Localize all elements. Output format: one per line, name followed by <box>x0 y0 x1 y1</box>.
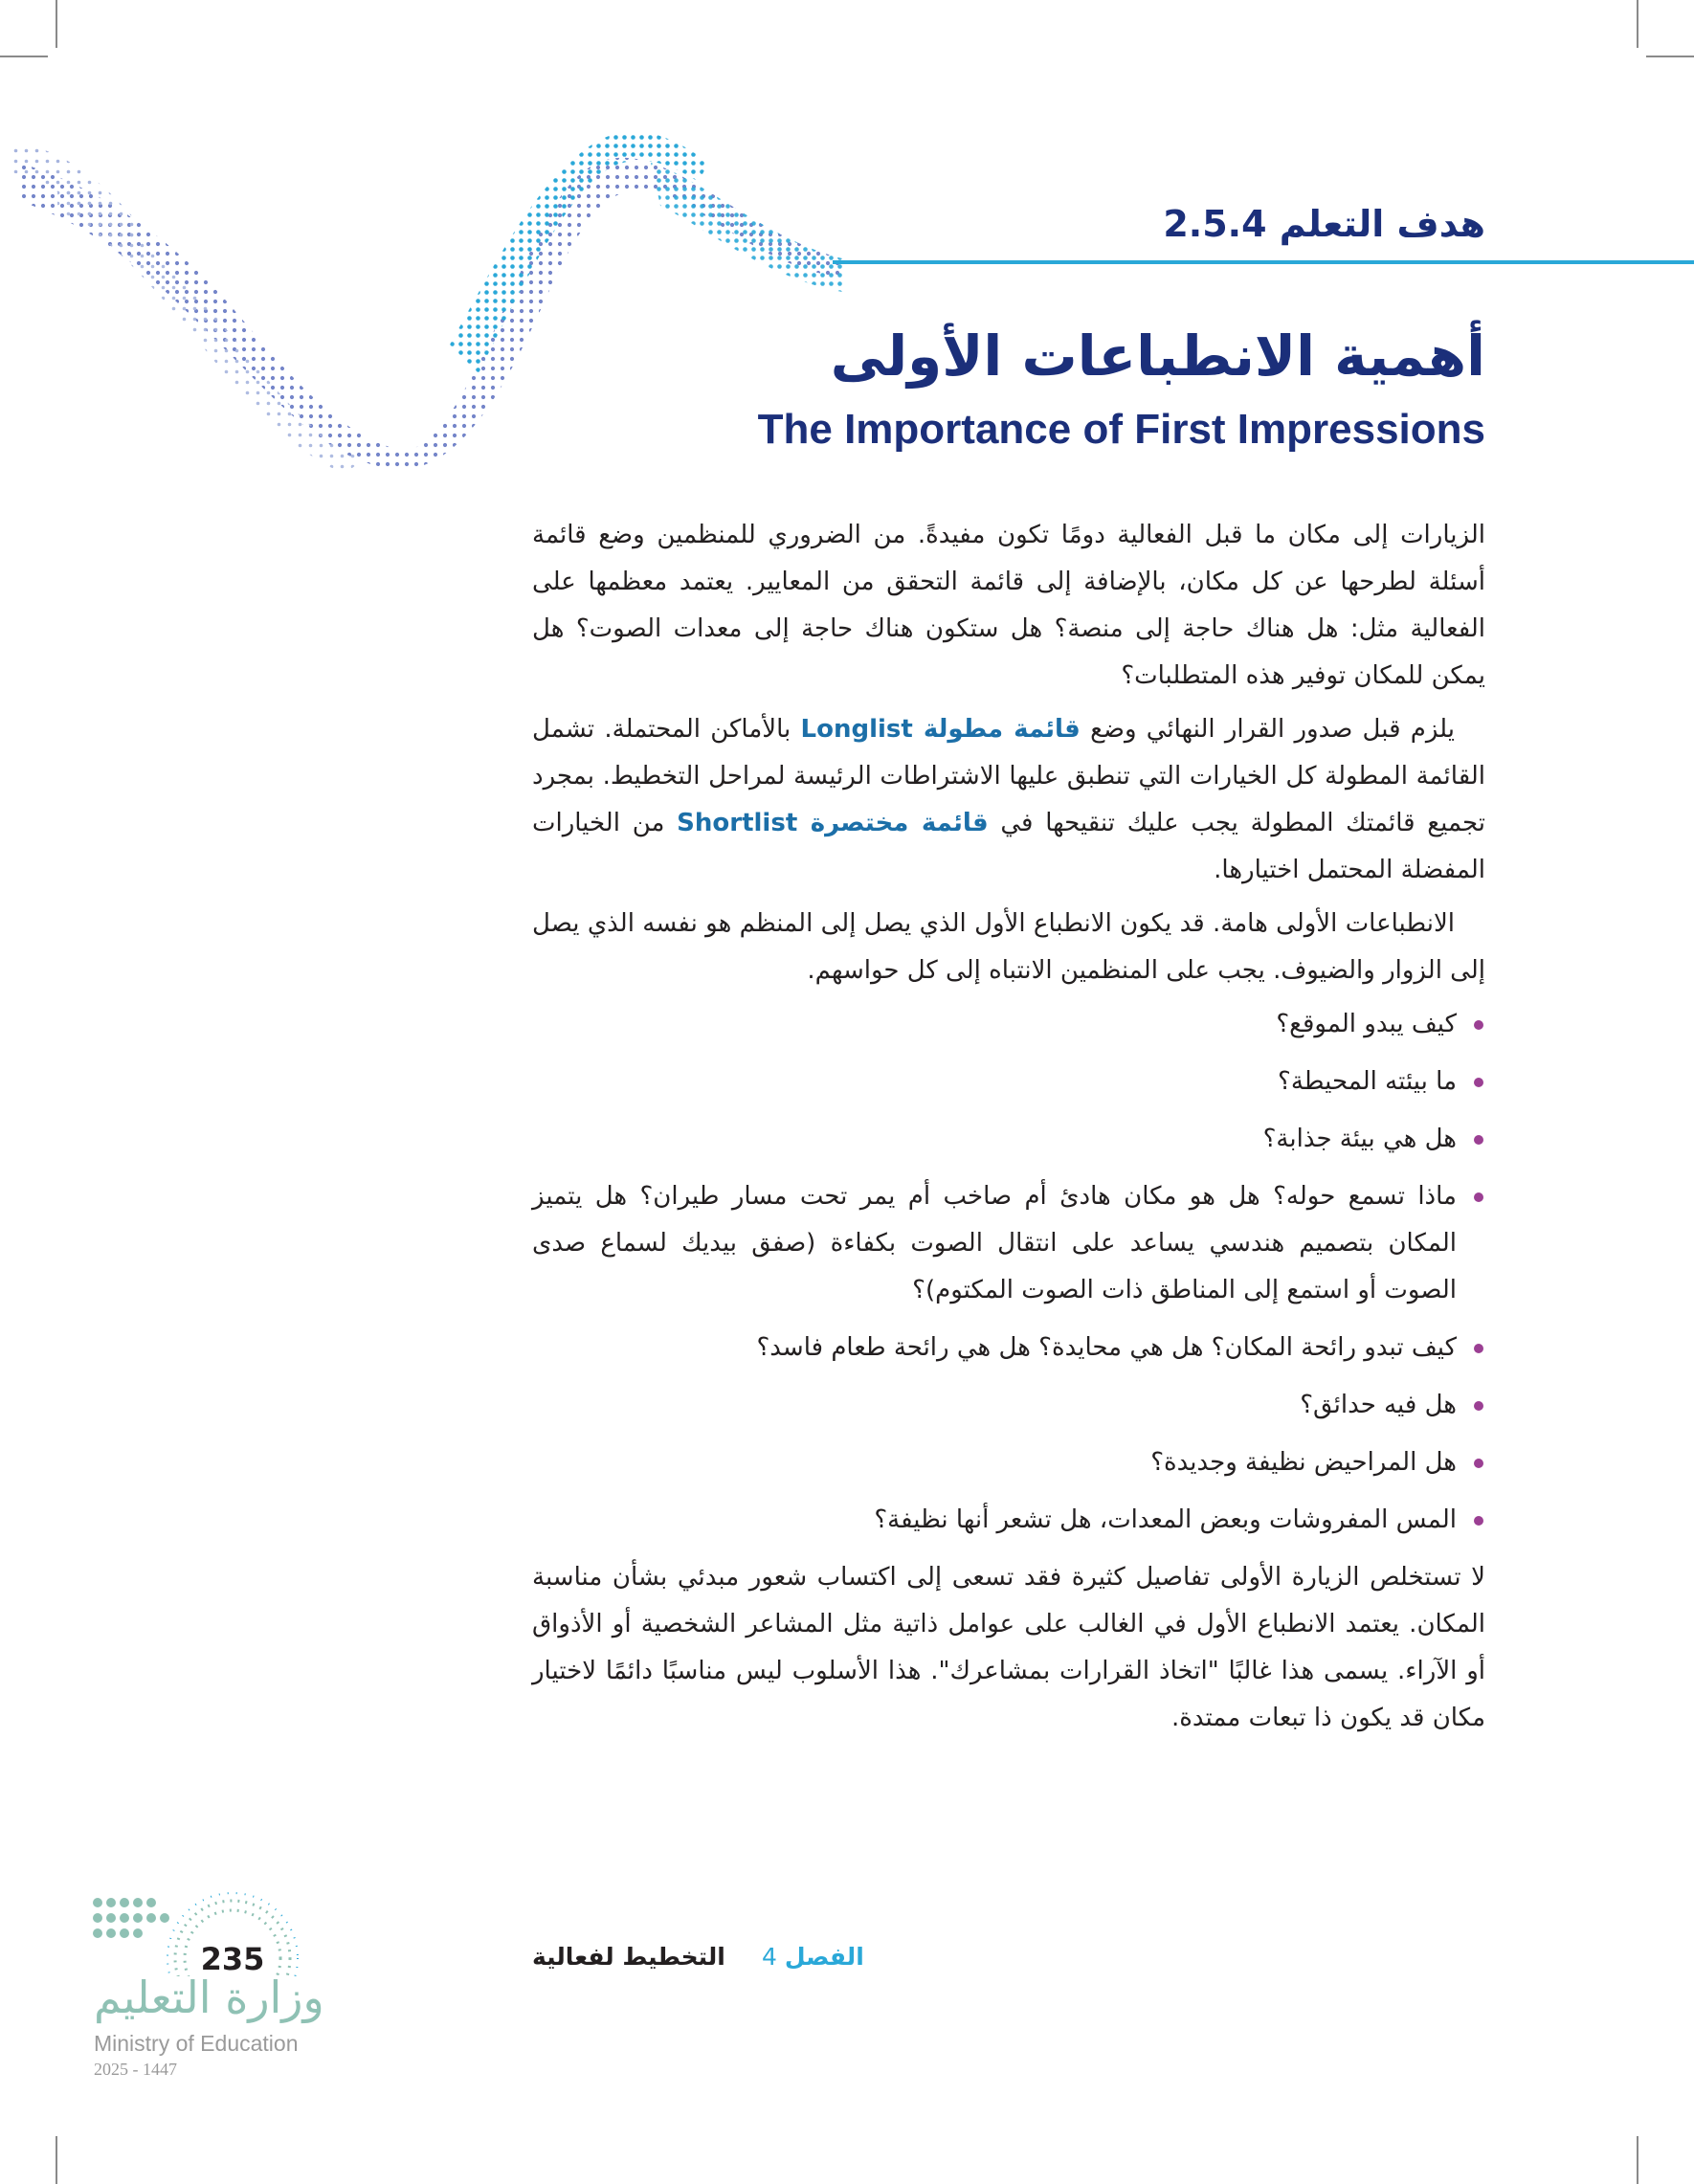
bullet-icon <box>1474 1192 1483 1202</box>
footer-chapter-label: الفصل <box>784 1943 864 1971</box>
list-item <box>532 1325 1457 1371</box>
learning-goal-label: هدف التعلم 2.5.4 <box>1163 203 1485 245</box>
page-title-arabic: أهمية الانطباعات الأولى <box>830 323 1485 389</box>
paragraph-conclusion: لا تستخلص الزيارة الأولى تفاصيل كثيرة فقد تسعى إلى اكتساب شعور مبدئي بشأن مناسبة المكان. يعتمد الانطباع الأول في الغالب على عوامل ذاتية مثل المشاعر الشخصية أو الأذواق أو الآراء. يسمى هذا غالبًا "اتخاذ القرارات بمشاعرك". هذا الأسلوب ليس مناسبًا دائمًا لاختيار مكان قد يكون ذا تبعات ممتدة. <box>532 1563 1485 1732</box>
longlist-text-3: من الخيارات المفضلة المحتمل اختيارها. <box>532 809 1485 884</box>
bullet-icon <box>1474 1078 1483 1087</box>
crop-mark <box>0 56 48 57</box>
page-number: 235 <box>200 1941 265 1977</box>
crop-mark <box>1637 0 1638 48</box>
list-item <box>532 1439 1457 1486</box>
body-text <box>532 512 1485 1749</box>
bullet-icon <box>1474 1344 1483 1353</box>
list-item <box>532 1382 1457 1429</box>
list-item-text: هل هي بيئة جذابة؟ <box>1262 1125 1457 1153</box>
bullet-icon <box>1474 1020 1483 1030</box>
bullet-icon <box>1474 1516 1483 1526</box>
dotted-wave-decoration <box>0 124 861 488</box>
term-shortlist: قائمة مختصرة Shortlist <box>677 809 989 837</box>
bullet-icon <box>1474 1135 1483 1145</box>
footer-chapter <box>762 1943 864 1971</box>
ministry-name-arabic: وزارة التعليم <box>94 1972 324 2023</box>
crop-mark <box>1637 2136 1638 2184</box>
crop-mark <box>1646 56 1694 57</box>
footer-chapter-title: التخطيط لفعالية <box>532 1943 725 1971</box>
paragraph-longlist <box>532 706 1485 894</box>
list-item <box>532 1173 1457 1314</box>
senses-checklist <box>532 1001 1485 1544</box>
page-title-english: The Importance of First Impressions <box>757 406 1485 453</box>
longlist-text-2: بالأماكن المحتملة. تشمل القائمة المطولة كل الخيارات التي تنطبق عليها الاشتراطات الرئيسة لمراحل التخطيط. بمجرد تجميع قائمتك المطولة يجب عليك تنقيحها في <box>532 715 1486 837</box>
list-item-text: هل فيه حدائق؟ <box>1300 1391 1457 1419</box>
ministry-name-english: Ministry of Education <box>94 2031 299 2056</box>
bullet-icon <box>1474 1459 1483 1468</box>
crop-mark <box>56 0 57 48</box>
ministry-year: 2025 - 1447 <box>94 2060 177 2079</box>
list-item-text: كيف تبدو رائحة المكان؟ هل هي محايدة؟ هل هي رائحة طعام فاسد؟ <box>756 1333 1457 1362</box>
longlist-text-1: يلزم قبل صدور القرار النهائي وضع <box>1090 715 1456 744</box>
list-item <box>532 1116 1457 1163</box>
footer-chapter-number: 4 <box>762 1943 777 1971</box>
list-item <box>532 1497 1457 1544</box>
term-longlist: قائمة مطولة Longlist <box>800 715 1081 744</box>
list-item <box>532 1059 1457 1105</box>
paragraph-first-impressions: الانطباعات الأولى هامة. قد يكون الانطباع الأول الذي يصل إلى المنظم هو نفسه الذي يصل إلى الزوار والضيوف. يجب على المنظمين الانتباه إلى كل حواسهم. <box>532 909 1485 985</box>
list-item-text: ما بيئته المحيطة؟ <box>1278 1067 1457 1096</box>
list-item <box>532 1001 1457 1048</box>
crop-mark <box>56 2136 57 2184</box>
list-item-text: ماذا تسمع حوله؟ هل هو مكان هادئ أم صاخب أم يمر تحت مسار طيران؟ هل يتميز المكان بتصميم هندسي يساعد على انتقال الصوت بكفاءة (صفق بيديك لسماع صدى الصوت أو استمع إلى المناطق ذات الصوت المكتوم)؟ <box>532 1182 1457 1304</box>
list-item-text: هل المراحيض نظيفة وجديدة؟ <box>1150 1448 1457 1477</box>
goal-divider-line <box>833 260 1694 264</box>
bullet-icon <box>1474 1401 1483 1411</box>
list-item-text: المس المفروشات وبعض المعدات، هل تشعر أنها نظيفة؟ <box>874 1505 1457 1534</box>
paragraph-site-visits: الزيارات إلى مكان ما قبل الفعالية دومًا تكون مفيدةً. من الضروري للمنظمين وضع قائمة أسئلة لطرحها عن كل مكان، بالإضافة إلى قائمة التحقق من المعايير. يعتمد معظمها على الفعالية مثل: هل هناك حاجة إلى منصة؟ هل ستكون هناك حاجة إلى معدات الصوت؟ هل يمكن للمكان توفير هذه المتطلبات؟ <box>532 521 1485 690</box>
list-item-text: كيف يبدو الموقع؟ <box>1276 1010 1457 1038</box>
